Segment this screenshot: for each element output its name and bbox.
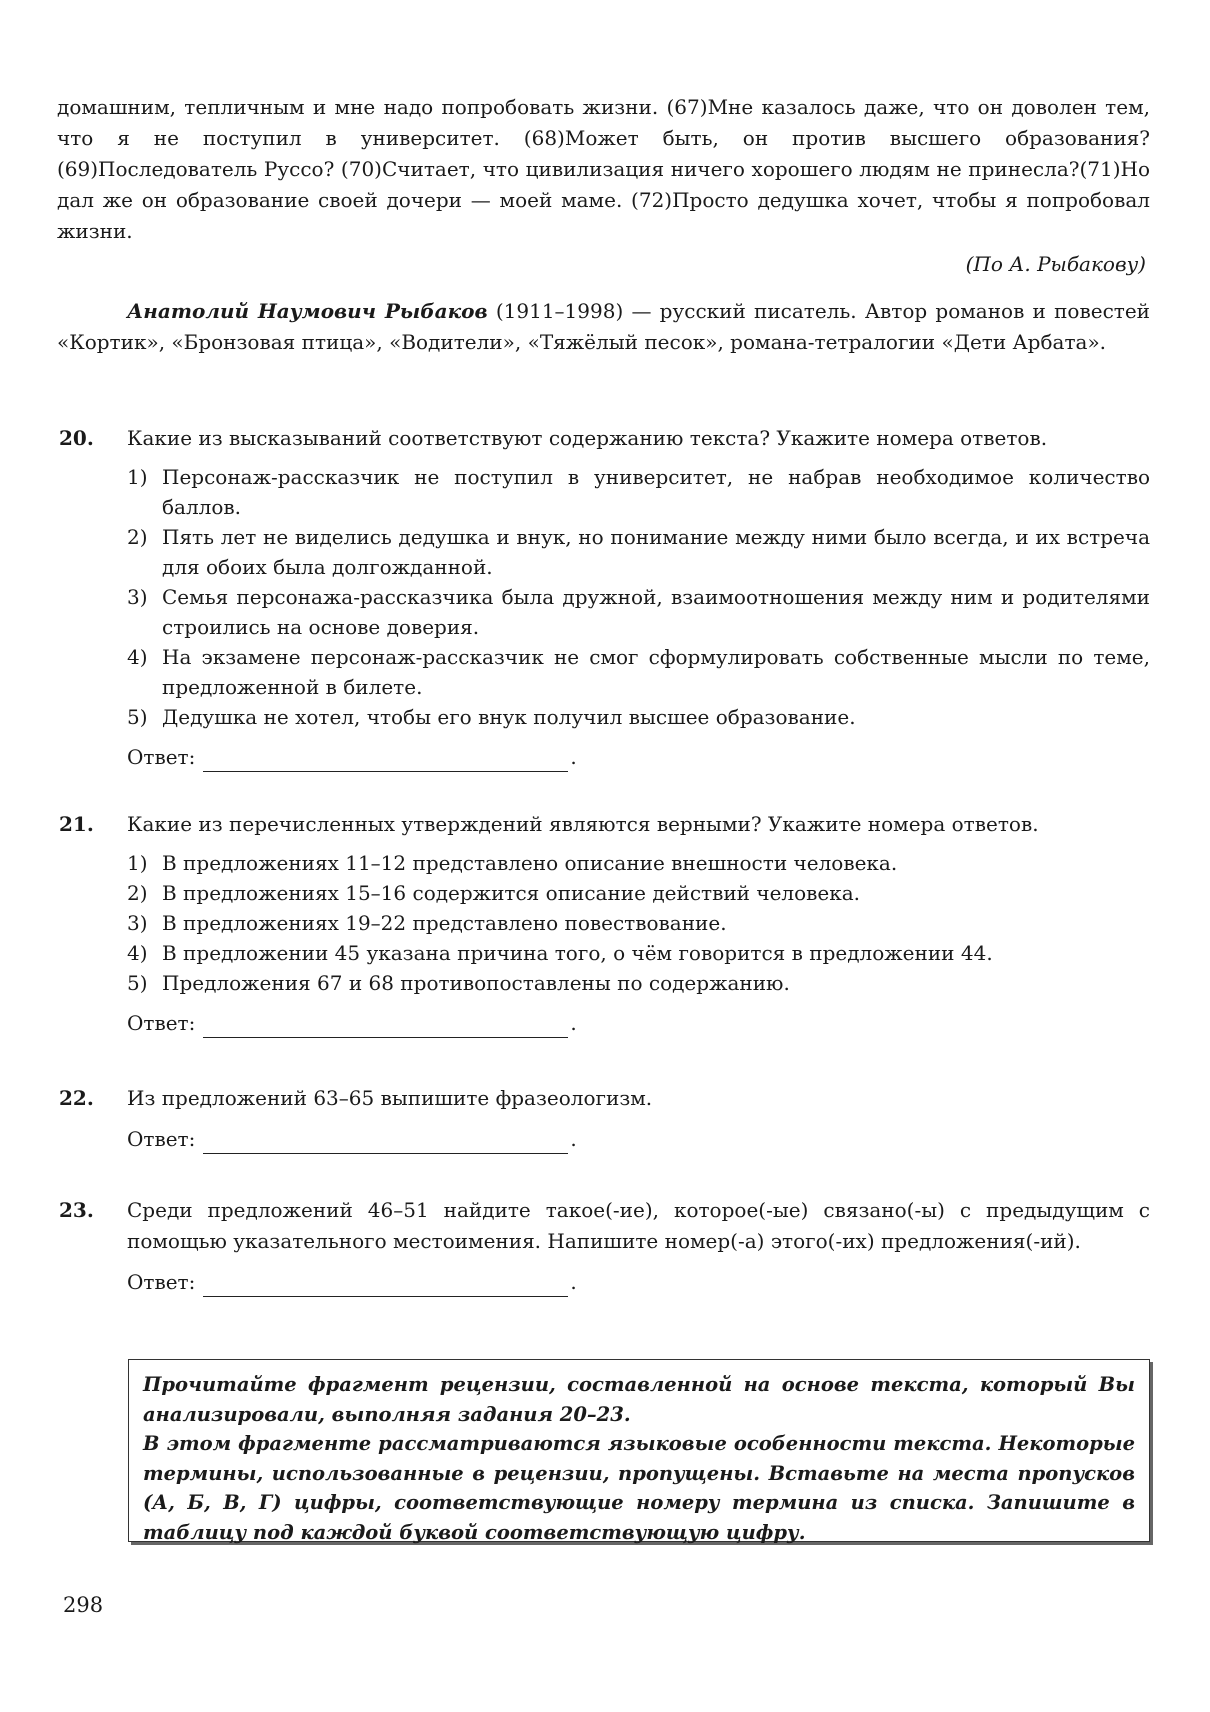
task-question: Из предложений 63–65 выпишите фразеологизм. (127, 1086, 653, 1110)
option-number: 1) (127, 465, 148, 489)
option-number: 4) (127, 645, 148, 669)
option-text: На экзамене персонаж-рассказчик не смог сформулировать собственные мысли по теме, предложенной в билете. (162, 645, 1150, 699)
instruction-line-1: Прочитайте фрагмент рецензии, составленной на основе текста, который Вы анализировали, выполняя задания 20–23. (143, 1373, 1135, 1426)
option-number: 3) (127, 585, 148, 609)
option-text: В предложениях 19–22 представлено повествование. (162, 911, 727, 935)
answer-field[interactable] (203, 1129, 568, 1154)
task-22 (57, 1083, 1150, 1154)
option-number: 4) (127, 941, 148, 965)
answer-end: . (570, 1127, 577, 1151)
answer-end: . (570, 1270, 577, 1294)
option-text: В предложениях 11–12 представлено описание внешности человека. (162, 851, 898, 875)
task-number: 21. (59, 812, 94, 836)
options-list (127, 462, 1150, 732)
task-question: Какие из перечисленных утверждений являются верными? Укажите номера ответов. (127, 812, 1039, 836)
answer-label: Ответ: (127, 1270, 196, 1294)
instruction-box (128, 1359, 1150, 1542)
answer-row (127, 1267, 1150, 1297)
option-item (127, 938, 1150, 968)
author-bio (57, 296, 1150, 358)
option-item (127, 582, 1150, 642)
option-text: Предложения 67 и 68 противопоставлены по содержанию. (162, 971, 790, 995)
task-21 (57, 809, 1150, 1038)
answer-field[interactable] (203, 1272, 568, 1297)
option-text: В предложении 45 указана причина того, о чём говорится в предложении 44. (162, 941, 993, 965)
task-number: 20. (59, 426, 94, 450)
answer-label: Ответ: (127, 745, 196, 769)
answer-end: . (570, 1011, 577, 1035)
task-heading (57, 1195, 1150, 1257)
option-item (127, 848, 1150, 878)
task-number: 23. (59, 1198, 94, 1222)
instruction-line-2: В этом фрагменте рассматриваются языковые особенности текста. Некоторые термины, использованные в рецензии, пропущены. Вставьте на места пропусков (А, Б, В, Г) цифры, соответствующие номеру термина из списка. Запишите в таблицу под каждой буквой соответствующую цифру. (143, 1432, 1135, 1544)
option-item (127, 462, 1150, 522)
option-item (127, 908, 1150, 938)
task-question: Какие из высказываний соответствуют содержанию текста? Укажите номера ответов. (127, 426, 1048, 450)
option-item (127, 878, 1150, 908)
excerpt-attribution: (По А. Рыбакову) (965, 252, 1146, 276)
answer-field[interactable] (203, 1013, 568, 1038)
option-number: 2) (127, 881, 148, 905)
task-heading (57, 423, 1150, 454)
task-20 (57, 423, 1150, 772)
page-number: 298 (63, 1593, 104, 1617)
option-item (127, 968, 1150, 998)
option-text: Дедушка не хотел, чтобы его внук получил высшее образование. (162, 705, 856, 729)
answer-label: Ответ: (127, 1127, 196, 1151)
option-text: Семья персонажа-рассказчика была дружной, взаимоотношения между ним и родителями строились на основе доверия. (162, 585, 1150, 639)
author-bio-text: (1911–1998) — русский писатель. Автор романов и повестей «Кортик», «Бронзовая птица», «Водители», «Тяжёлый песок», романа-тетралогии «Дети Арбата». (57, 299, 1150, 354)
answer-row (127, 1124, 1150, 1154)
answer-row (127, 1008, 1150, 1038)
option-text: Персонаж-рассказчик не поступил в университет, не набрав необходимое количество баллов. (162, 465, 1150, 519)
option-number: 5) (127, 705, 148, 729)
task-question: Среди предложений 46–51 найдите такое(-ие), которое(-ые) связано(-ы) с предыдущим с помощью указательного местоимения. Напишите номер(-а) этого(-их) предложения(-ий). (127, 1198, 1150, 1253)
option-item (127, 522, 1150, 582)
answer-label: Ответ: (127, 1011, 196, 1035)
option-item (127, 702, 1150, 732)
excerpt-paragraph: домашним, тепличным и мне надо попробовать жизни. (67)Мне казалось даже, что он доволен тем, что я не поступил в университет. (68)Может быть, он против высшего образования? (69)Последователь Руссо? (70)Считает, что цивилизация ничего хорошего людям не принесла?(71)Но дал же он образование своей дочери — моей маме. (72)Просто дедушка хочет, чтобы я попробовал жизни. (57, 95, 1150, 243)
option-number: 3) (127, 911, 148, 935)
options-list (127, 848, 1150, 998)
task-heading (57, 809, 1150, 840)
option-number: 1) (127, 851, 148, 875)
author-name: Анатолий Наумович Рыбаков (127, 299, 488, 323)
answer-row (127, 742, 1150, 772)
option-item (127, 642, 1150, 702)
answer-end: . (570, 745, 577, 769)
option-text: Пять лет не виделись дедушка и внук, но понимание между ними было всегда, и их встреча для обоих была долгожданной. (162, 525, 1150, 579)
task-number: 22. (59, 1086, 94, 1110)
option-number: 5) (127, 971, 148, 995)
option-text: В предложениях 15–16 содержится описание действий человека. (162, 881, 861, 905)
task-23 (57, 1195, 1150, 1297)
task-heading (57, 1083, 1150, 1114)
answer-field[interactable] (203, 747, 568, 772)
option-number: 2) (127, 525, 148, 549)
